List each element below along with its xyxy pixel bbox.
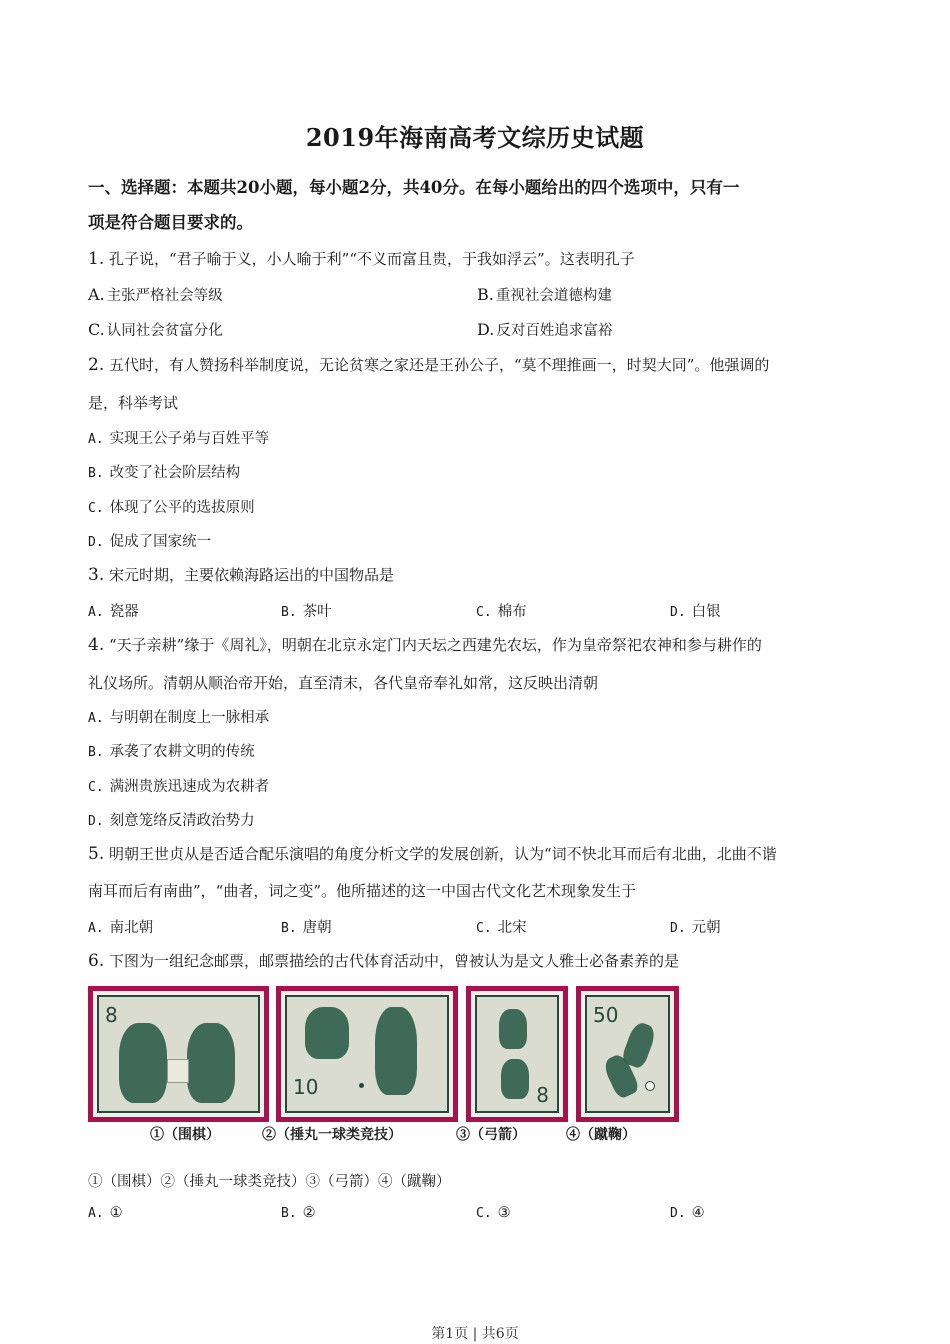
option-letter: B. [88,745,104,760]
section-instructions-line2: 项是符合题目要求的。 [88,213,253,232]
question-number: 2. [88,355,105,375]
question-number: 5. [88,844,105,864]
q2-option-b[interactable] [88,461,240,482]
q2-option-c[interactable] [88,496,255,517]
option-text: 瓷器 [109,604,139,620]
option-text: 主张严格社会等级 [106,288,223,304]
question-text: 下图为一组纪念邮票，邮票描绘的古代体育活动中，曾被认为是文人雅士必备素养的是 [109,952,680,970]
page-title: 2019年海南高考文综历史试题 [305,123,645,152]
option-letter: C. [88,320,105,339]
option-letter: B. [281,605,297,620]
question-text: 孔子说，“君子喻于义，小人喻于利”“不义而富且贵，于我如浮云”。这表明孔子 [109,250,635,268]
question-2-stem [88,354,868,375]
option-text: 唐朝 [302,920,332,936]
option-letter: A. [88,921,104,936]
option-text: 南北朝 [109,920,154,936]
option-text: 承袭了农耕文明的传统 [109,744,255,760]
question-5-stem-cont: 南耳而后有南曲”，“曲者，词之变”。他所描述的这一中国古代文化艺术现象发生于 [88,882,637,900]
stamp-chuiwan [262,986,458,1143]
option-letter: A. [88,1206,104,1221]
option-text: 满洲贵族迅速成为农耕者 [109,779,270,795]
option-letter: D. [670,1206,686,1221]
question-number: 3. [88,565,105,585]
q4-option-c[interactable] [88,775,269,796]
question-number: 4. [88,635,105,655]
q1-option-c[interactable] [88,319,223,340]
option-letter: D. [88,814,104,829]
option-letter: C. [88,501,104,516]
q3-option-a[interactable] [88,600,139,621]
q1-option-a[interactable] [88,284,223,305]
option-letter: A. [88,605,104,620]
option-letter: C. [476,921,492,936]
option-letter: B. [88,466,104,481]
option-letter: C. [88,780,104,795]
question-text: 明朝王世贞从是否适合配乐演唱的角度分析文学的发展创新，认为“词不快北耳而后有北曲，北曲不谐 [109,845,777,863]
q4-option-d[interactable] [88,809,255,830]
question-5-stem [88,843,868,864]
stamp-archery [456,986,568,1143]
stamps-figure [88,986,688,1146]
option-text: 促成了国家统一 [109,534,212,550]
question-1-stem [88,248,868,269]
stamp-caption: ②（捶丸一球类竞技） [262,1127,402,1143]
stamp-cuju [566,986,679,1143]
question-text: 五代时，有人赞扬科举制度说，无论贫寒之家还是王孙公子，“莫不理推画一，时契大同”。他强调的 [109,356,770,374]
option-text: 重视社会道德构建 [495,288,612,304]
option-text: ① [109,1205,123,1221]
option-text: ④ [691,1205,705,1221]
option-letter: D. [670,605,686,620]
stamp-weiqi [88,986,269,1143]
option-text: ② [302,1205,316,1221]
stamp-artwork [97,995,260,1113]
q3-option-d[interactable] [670,600,721,621]
q6-option-d[interactable] [670,1205,705,1221]
option-letter: D. [88,535,104,550]
option-letter: B. [281,1206,297,1221]
stamp-value: 10 [293,1075,319,1099]
stamp-caption: ③（弓箭） [456,1127,526,1143]
stamp-value: 8 [536,1083,549,1107]
question-number: 1. [88,249,105,269]
stamp-caption: ④（蹴鞠） [566,1127,636,1143]
option-text: 认同社会贫富分化 [106,323,223,339]
q4-option-b[interactable] [88,740,255,761]
stamp-artwork [585,995,670,1113]
stamp-artwork [285,995,449,1113]
option-letter: D. [670,921,686,936]
option-text: 与明朝在制度上一脉相承 [109,710,270,726]
q5-option-b[interactable] [281,916,332,937]
question-2-stem-cont: 是，科举考试 [88,394,179,412]
option-text: 刻意笼络反清政治势力 [109,813,255,829]
option-text: 棉布 [497,604,527,620]
question-4-stem [88,634,868,655]
option-text: 北宋 [497,920,527,936]
question-3-stem [88,564,868,585]
q2-option-a[interactable] [88,427,269,448]
page-footer: 第1页 | 共6页 [431,1326,519,1342]
option-text: 元朝 [691,920,721,936]
stamp-artwork [475,995,559,1113]
option-text: 体现了公平的选拔原则 [109,500,255,516]
question-text: “天子亲耕”缘于《周礼》，明朝在北京永定门内天坛之西建先农坛，作为皇帝祭祀农神和参与耕作的 [109,636,762,654]
option-text: 白银 [691,604,721,620]
q5-option-c[interactable] [476,916,527,937]
q5-option-a[interactable] [88,916,153,937]
q2-option-d[interactable] [88,530,211,551]
option-letter: D. [477,320,495,339]
section-instructions-line1: 一、选择题：本题共20小题，每小题2分，共40分。在每小题给出的四个选项中，只有一 [88,178,740,197]
q1-option-d[interactable] [477,319,612,340]
option-text: ③ [497,1205,511,1221]
stamps-caption-line: ①（围棋）②（捶丸一球类竞技）③（弓箭）④（蹴鞠） [88,1174,451,1190]
option-letter: A. [88,432,104,447]
option-letter: A. [88,285,105,304]
q5-option-d[interactable] [670,916,721,937]
stamp-caption: ①（围棋） [150,1127,220,1143]
stamp-value: 50 [593,1003,619,1027]
question-6-stem [88,950,868,971]
q3-option-b[interactable] [281,600,332,621]
question-text: 宋元时期，主要依赖海路运出的中国物品是 [109,566,395,584]
option-text: 改变了社会阶层结构 [109,465,241,481]
stamp-value: 8 [105,1003,118,1027]
option-letter: C. [476,1206,492,1221]
q6-option-b[interactable] [281,1205,316,1221]
q1-option-b[interactable] [477,284,612,305]
option-text: 茶叶 [302,604,332,620]
option-letter: A. [88,711,104,726]
q4-option-a[interactable] [88,706,269,727]
option-letter: C. [476,605,492,620]
option-text: 实现王公子弟与百姓平等 [109,431,270,447]
option-text: 反对百姓追求富裕 [496,323,613,339]
question-4-stem-cont: 礼仪场所。清朝从顺治帝开始，直至清末，各代皇帝奉礼如常，这反映出清朝 [88,674,599,692]
option-letter: B. [477,285,494,304]
q6-option-c[interactable] [476,1205,511,1221]
option-letter: B. [281,921,297,936]
question-number: 6. [88,951,105,971]
q6-option-a[interactable] [88,1205,123,1221]
q3-option-c[interactable] [476,600,527,621]
